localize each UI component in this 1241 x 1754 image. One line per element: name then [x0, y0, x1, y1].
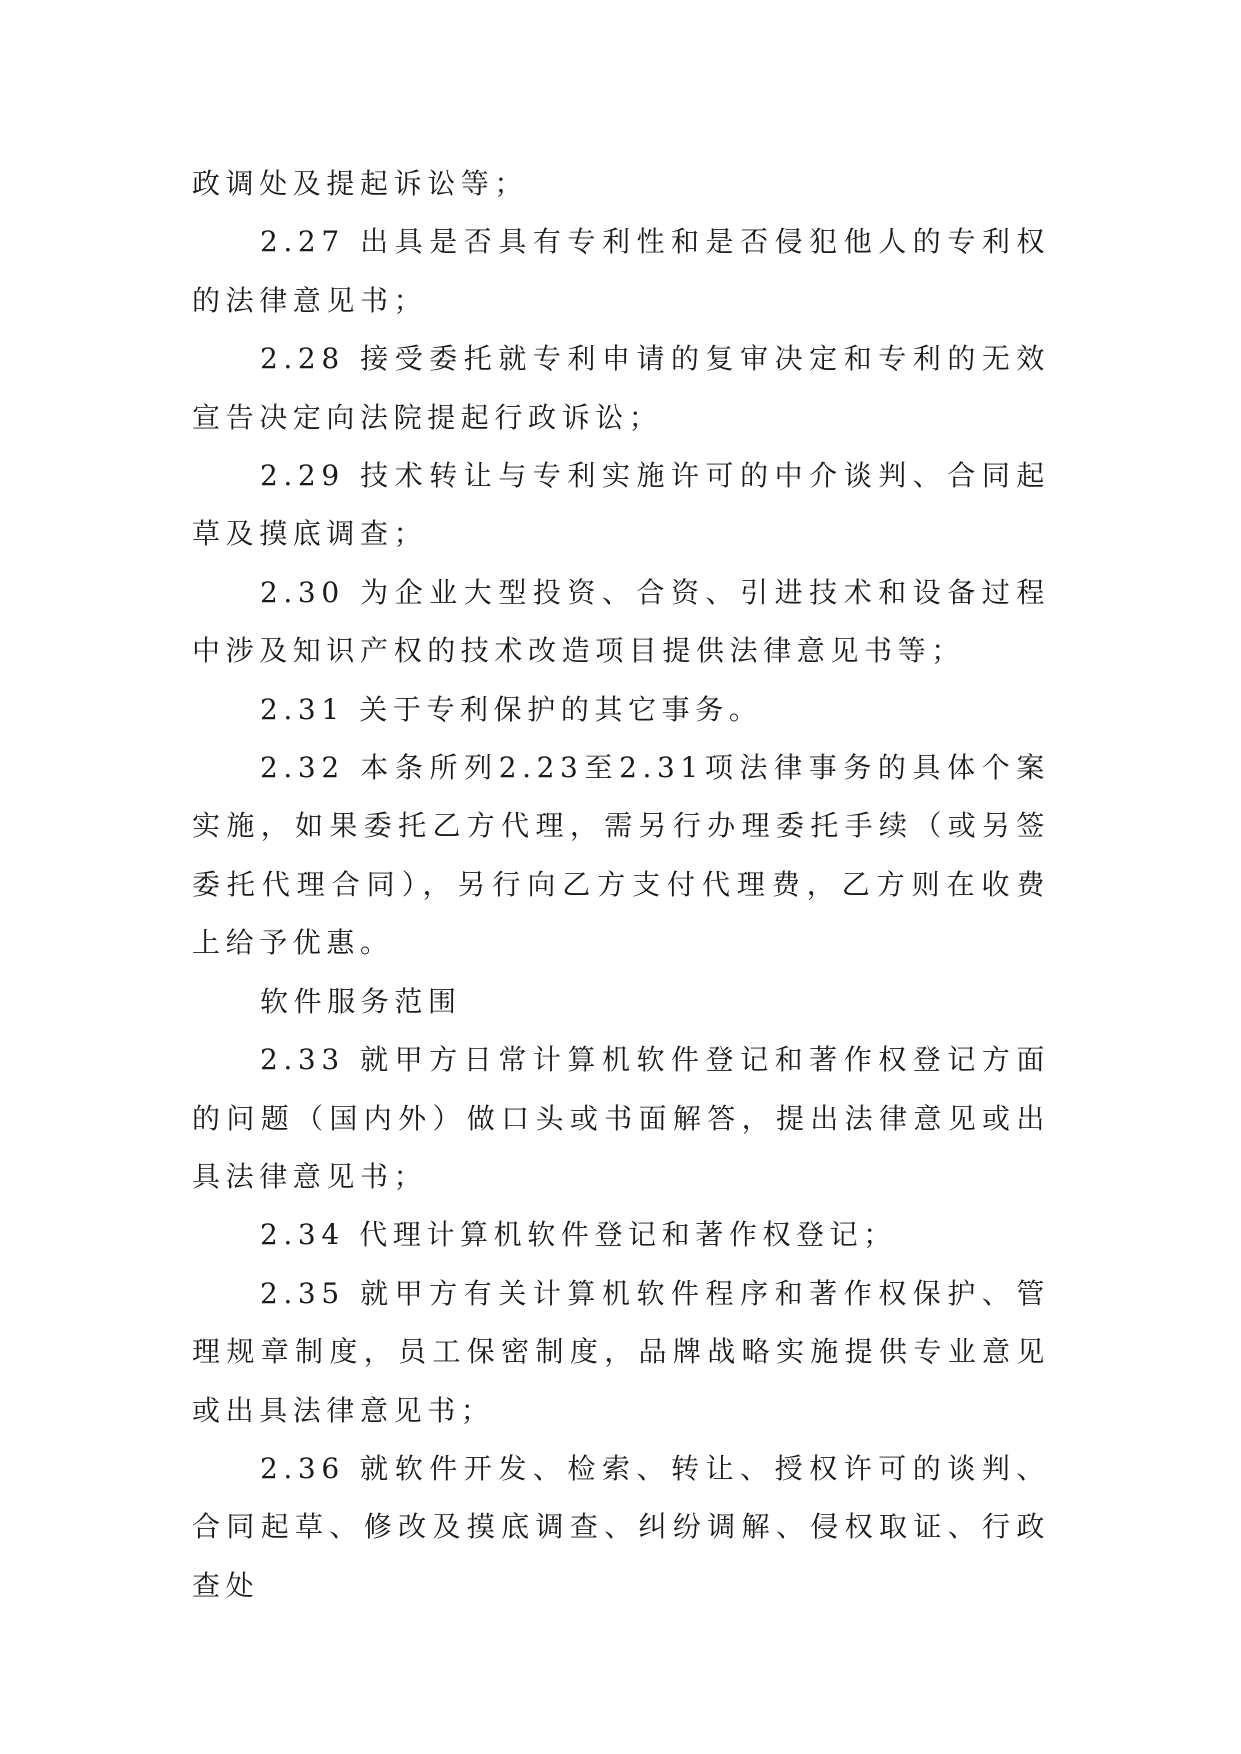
section-heading-software-services: 软件服务范围: [260, 984, 462, 1018]
paragraph-2-33: 2.33 就甲方日常计算机软件登记和著作权登记方面的问题（国内外）做口头或书面解答，提出法律意见或出具法律意见书；: [192, 1043, 1050, 1193]
paragraph-2-29: 2.29 技术转让与专利实施许可的中介谈判、合同起草及摸底调查；: [192, 459, 1050, 551]
paragraph-2-34: 2.34 代理计算机软件登记和著作权登记；: [260, 1218, 897, 1252]
paragraph-2-31: 2.31 关于专利保护的其它事务。: [260, 692, 763, 726]
document-body: [192, 155, 1050, 1615]
paragraph-2-35: 2.35 就甲方有关计算机软件程序和著作权保护、管理规章制度，员工保密制度，品牌战略实施提供专业意见或出具法律意见书；: [192, 1276, 1050, 1427]
paragraph-2-30: 2.30 为企业大型投资、合资、引进技术和设备过程中涉及知识产权的技术改造项目提供法律意见书等；: [192, 575, 1050, 668]
paragraph-2-28: 2.28 接受委托就专利申请的复审决定和专利的无效宣告决定向法院提起行政诉讼；: [192, 342, 1050, 434]
paragraph-continuation: 政调处及提起诉讼等；: [192, 167, 529, 200]
paragraph-2-36: 2.36 就软件开发、检索、转让、授权许可的谈判、合同起草、修改及摸底调查、纠纷调解、侵权取证、行政查处: [192, 1451, 1050, 1602]
paragraph-2-27: 2.27 出具是否具有专利性和是否侵犯他人的专利权的法律意见书；: [192, 225, 1050, 317]
paragraph-2-32: 2.32 本条所列2.23至2.31项法律事务的具体个案实施，如果委托乙方代理，需另行办理委托手续（或另签委托代理合同），另行向乙方支付代理费，乙方则在收费上给予优惠。: [192, 751, 1050, 960]
